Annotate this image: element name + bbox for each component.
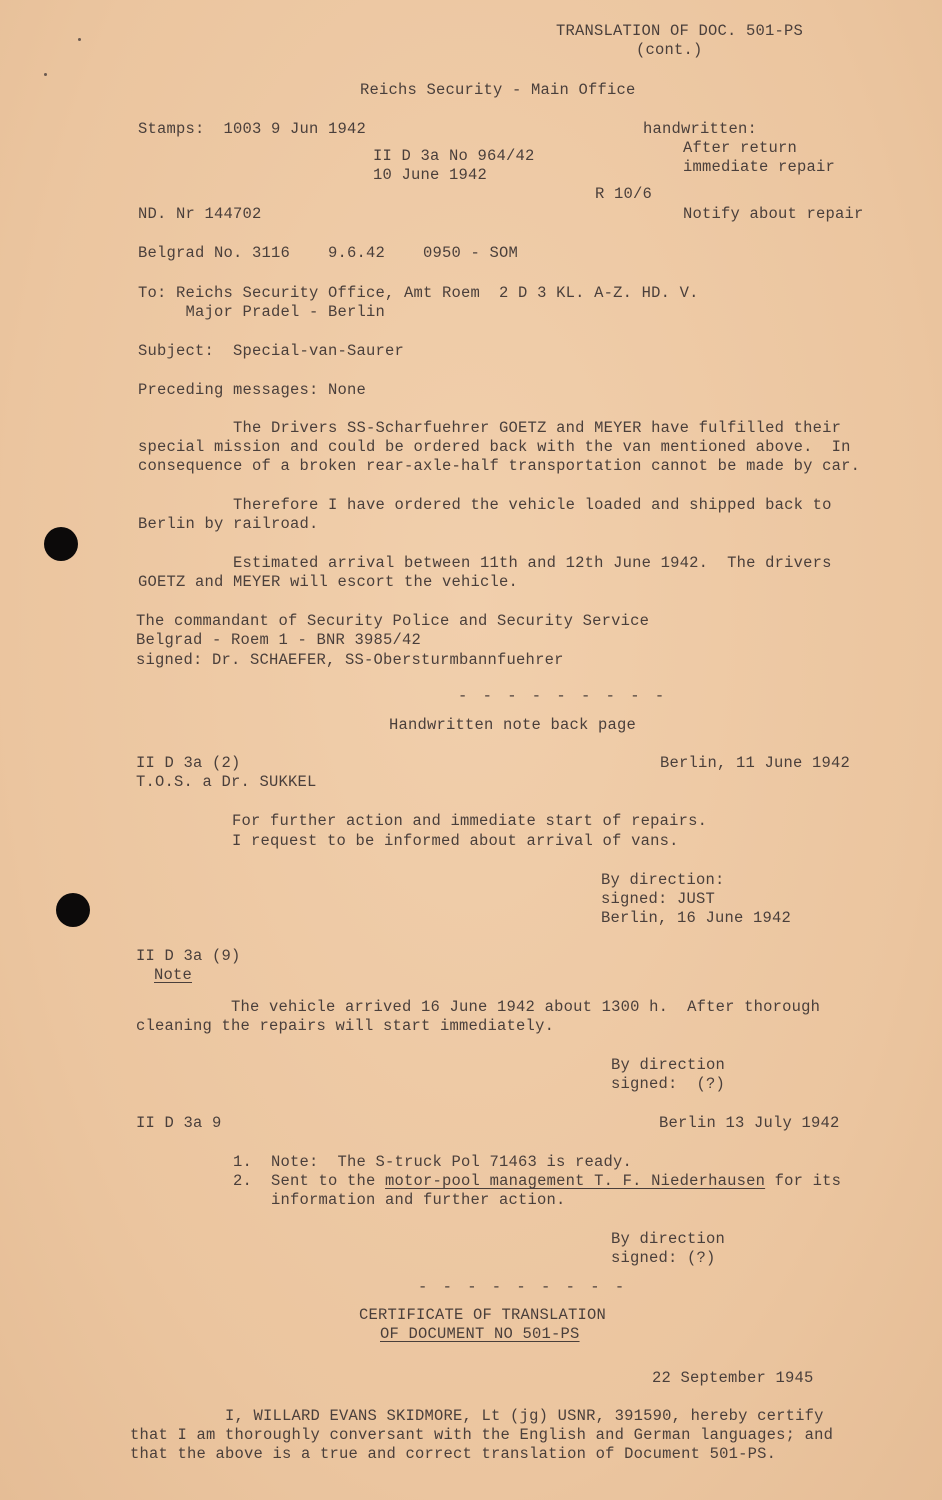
back-page-by: By direction: bbox=[601, 871, 725, 889]
note-ref: II D 3a (9) bbox=[136, 947, 241, 965]
final-item-2-recipient: motor-pool management T. F. Niederhausen bbox=[385, 1172, 766, 1190]
final-item-2-text-c: for its bbox=[765, 1172, 842, 1190]
back-page-date: Berlin, 11 June 1942 bbox=[660, 754, 851, 772]
paragraph-2-line-1: Therefore I have ordered the vehicle loaded and shipped back to bbox=[138, 496, 832, 514]
paragraph-1-line-3: consequence of a broken rear-axle-half transportation cannot be made by car. bbox=[138, 457, 861, 475]
handwritten-note-1: After return bbox=[683, 139, 798, 157]
final-item-1: 1. Note: The S-truck Pol 71463 is ready. bbox=[233, 1153, 633, 1171]
stamps-line: Stamps: 1003 9 Jun 1942 bbox=[138, 120, 367, 138]
final-by: By direction bbox=[611, 1230, 726, 1248]
final-item-2-number: 2. bbox=[233, 1172, 272, 1190]
final-date: Berlin 13 July 1942 bbox=[659, 1114, 840, 1132]
note-by: By direction bbox=[611, 1056, 726, 1074]
back-page-signed-date: Berlin, 16 June 1942 bbox=[601, 909, 792, 927]
final-item-2 bbox=[233, 1172, 841, 1191]
certificate-title-2: OF DOCUMENT NO 501-PS bbox=[380, 1325, 580, 1343]
note-line-2: cleaning the repairs will start immediately. bbox=[136, 1017, 555, 1035]
certificate-line-2: that I am thoroughly conversant with the English and German languages; and bbox=[130, 1426, 834, 1444]
certificate-line-3: that the above is a true and correct translation of Document 501-PS. bbox=[130, 1445, 777, 1463]
paragraph-1-line-2: special mission and could be ordered back with the van mentioned above. In bbox=[138, 438, 851, 456]
back-page-line-1: For further action and immediate start of repairs. bbox=[232, 812, 708, 830]
punch-hole-top bbox=[44, 527, 78, 561]
back-page-line-2: I request to be informed about arrival of vans. bbox=[232, 832, 679, 850]
r-mark: R 10/6 bbox=[595, 185, 653, 203]
paragraph-1-line-1: The Drivers SS-Scharfuehrer GOETZ and MEYER have fulfilled their bbox=[138, 419, 842, 437]
belgrad-line: Belgrad No. 3116 9.6.42 0950 - SOM bbox=[138, 244, 519, 262]
subject-line: Subject: Special-van-Saurer bbox=[138, 342, 405, 360]
doc-title: TRANSLATION OF DOC. 501-PS bbox=[556, 22, 804, 40]
handwritten-label: handwritten: bbox=[643, 120, 758, 138]
office-heading: Reichs Security - Main Office bbox=[360, 81, 636, 99]
final-item-2-continued: information and further action. bbox=[233, 1191, 566, 1209]
doc-cont: (cont.) bbox=[636, 41, 703, 59]
to-line-1: To: Reichs Security Office, Amt Roem 2 D 3 KL. A-Z. HD. V. bbox=[138, 284, 699, 302]
paragraph-3-line-2: GOETZ and MEYER will escort the vehicle. bbox=[138, 573, 519, 591]
preceding-line: Preceding messages: None bbox=[138, 381, 367, 399]
note-signed: signed: (?) bbox=[611, 1075, 726, 1093]
punch-hole-bottom bbox=[56, 893, 90, 927]
notify-note: Notify about repair bbox=[683, 205, 864, 223]
certificate-date: 22 September 1945 bbox=[652, 1369, 814, 1387]
signature-line-3: signed: Dr. SCHAEFER, SS-Obersturmbannfuehrer bbox=[136, 651, 564, 669]
certificate-line-1: I, WILLARD EVANS SKIDMORE, Lt (jg) USNR, 391590, hereby certify bbox=[130, 1407, 824, 1425]
paragraph-2-line-2: Berlin by railroad. bbox=[138, 515, 319, 533]
file-number: II D 3a No 964/42 bbox=[373, 147, 535, 165]
note-line-1: The vehicle arrived 16 June 1942 about 1300 h. After thorough bbox=[136, 998, 821, 1016]
certificate-title-1: CERTIFICATE OF TRANSLATION bbox=[359, 1306, 607, 1324]
paper-speck bbox=[44, 73, 47, 76]
back-page-ref: II D 3a (2) bbox=[136, 754, 241, 772]
back-page-to: T.O.S. a Dr. SUKKEL bbox=[136, 773, 317, 791]
final-item-2-text-a: Sent to the bbox=[271, 1172, 386, 1190]
final-signed: signed: (?) bbox=[611, 1249, 716, 1267]
handwritten-note-2: immediate repair bbox=[683, 158, 836, 176]
note-label: Note bbox=[154, 966, 193, 984]
back-page-title: Handwritten note back page bbox=[389, 716, 637, 734]
paper-speck bbox=[78, 38, 81, 41]
separator-2: - - - - - - - - - bbox=[418, 1278, 628, 1296]
signature-line-2: Belgrad - Roem 1 - BNR 3985/42 bbox=[136, 631, 422, 649]
back-page-signed: signed: JUST bbox=[601, 890, 716, 908]
paragraph-3-line-1: Estimated arrival between 11th and 12th June 1942. The drivers bbox=[138, 554, 832, 572]
separator-1: - - - - - - - - - bbox=[458, 687, 668, 705]
signature-line-1: The commandant of Security Police and Security Service bbox=[136, 612, 650, 630]
file-date: 10 June 1942 bbox=[373, 166, 488, 184]
nd-number: ND. Nr 144702 bbox=[138, 205, 262, 223]
final-ref: II D 3a 9 bbox=[136, 1114, 222, 1132]
to-line-2: Major Pradel - Berlin bbox=[138, 303, 386, 321]
